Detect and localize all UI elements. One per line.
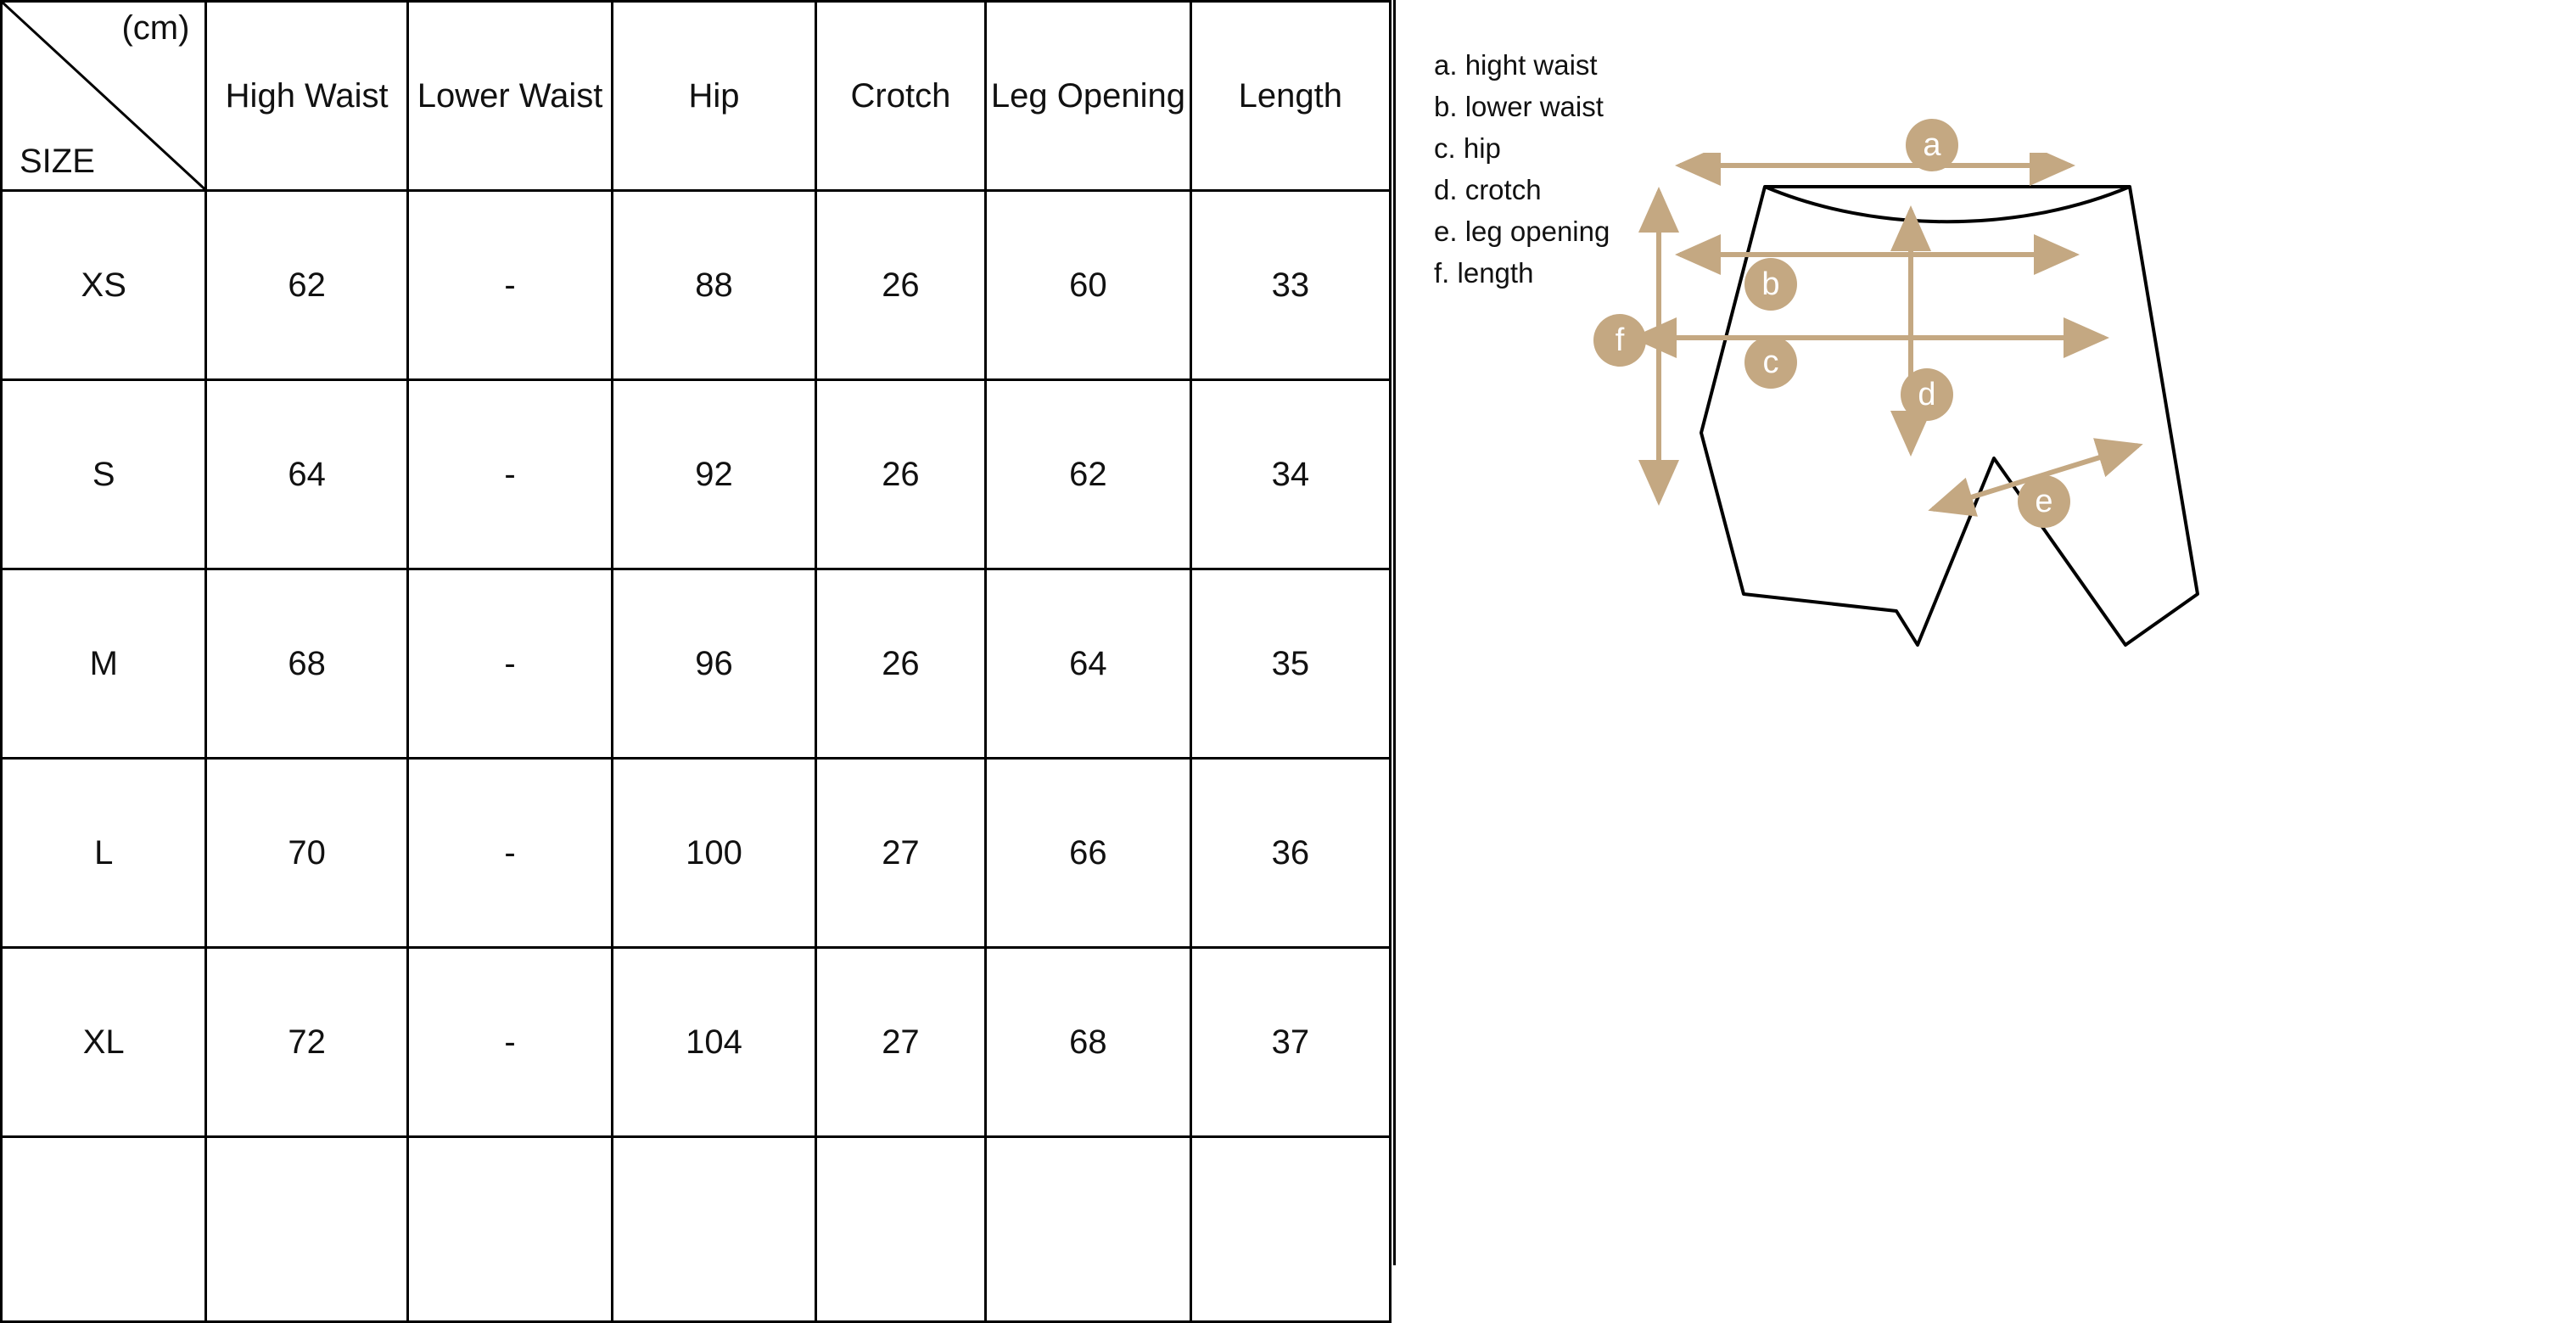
badge-c: c <box>1744 336 1797 389</box>
badge-e: e <box>2018 475 2070 528</box>
cell-lower-waist: - <box>407 948 612 1137</box>
badge-b: b <box>1744 258 1797 311</box>
cell-crotch: 26 <box>815 191 986 380</box>
cell-size: XL <box>2 948 206 1137</box>
cell-crotch: 27 <box>815 759 986 948</box>
column-header-leg-opening: Leg Opening <box>986 2 1190 191</box>
unit-label: (cm) <box>121 9 190 47</box>
cell-hip: 100 <box>613 759 815 948</box>
column-header-length: Length <box>1190 2 1390 191</box>
legend-item-a: a. hight waist <box>1434 49 1598 81</box>
cell-leg-opening: 62 <box>986 380 1190 569</box>
cell-size: L <box>2 759 206 948</box>
table-row <box>2 759 1391 948</box>
table-row <box>2 191 1391 380</box>
table-corner-cell <box>2 2 206 191</box>
cell-high-waist: 62 <box>206 191 407 380</box>
cell-lower-waist: - <box>407 569 612 759</box>
cell-crotch: 26 <box>815 569 986 759</box>
cell-size <box>2 1137 206 1322</box>
legend-item-b: b. lower waist <box>1434 91 1604 122</box>
cell-leg-opening: 66 <box>986 759 1190 948</box>
cell-lower-waist: - <box>407 380 612 569</box>
cell-hip: 92 <box>613 380 815 569</box>
cell-leg-opening <box>986 1137 1190 1322</box>
column-header-crotch: Crotch <box>815 2 986 191</box>
size-label: SIZE <box>20 143 95 180</box>
cell-leg-opening: 60 <box>986 191 1190 380</box>
legend-item-c: c. hip <box>1434 132 1501 164</box>
cell-hip: 96 <box>613 569 815 759</box>
shorts-technical-drawing <box>1400 153 2571 1086</box>
table-header-row <box>2 2 1391 191</box>
cell-hip <box>613 1137 815 1322</box>
badge-a: a <box>1906 119 1958 171</box>
cell-crotch: 27 <box>815 948 986 1137</box>
legend-item-e: e. leg opening <box>1434 216 1610 247</box>
cell-length: 33 <box>1190 191 1390 380</box>
cell-lower-waist: - <box>407 759 612 948</box>
cell-high-waist <box>206 1137 407 1322</box>
cell-length: 37 <box>1190 948 1390 1137</box>
table-row <box>2 380 1391 569</box>
legend-item-d: d. crotch <box>1434 174 1542 205</box>
badge-d: d <box>1901 368 1953 421</box>
column-header-lower-waist: Lower Waist <box>407 2 612 191</box>
cell-hip: 104 <box>613 948 815 1137</box>
table-row <box>2 948 1391 1137</box>
cell-lower-waist <box>407 1137 612 1322</box>
cell-size: XS <box>2 191 206 380</box>
panel-divider <box>1393 0 1396 1265</box>
column-header-high-waist: High Waist <box>206 2 407 191</box>
cell-length: 35 <box>1190 569 1390 759</box>
cell-size: M <box>2 569 206 759</box>
cell-leg-opening: 64 <box>986 569 1190 759</box>
column-header-hip: Hip <box>613 2 815 191</box>
cell-hip: 88 <box>613 191 815 380</box>
cell-high-waist: 72 <box>206 948 407 1137</box>
legend-item-f: f. length <box>1434 257 1534 289</box>
cell-length: 34 <box>1190 380 1390 569</box>
cell-size: S <box>2 380 206 569</box>
cell-crotch: 26 <box>815 380 986 569</box>
cell-crotch <box>815 1137 986 1322</box>
badge-f: f <box>1593 314 1646 367</box>
cell-length: 36 <box>1190 759 1390 948</box>
cell-leg-opening: 68 <box>986 948 1190 1137</box>
cell-high-waist: 64 <box>206 380 407 569</box>
cell-length <box>1190 1137 1390 1322</box>
cell-high-waist: 68 <box>206 569 407 759</box>
table-row <box>2 1137 1391 1322</box>
cell-high-waist: 70 <box>206 759 407 948</box>
cell-lower-waist: - <box>407 191 612 380</box>
table-row <box>2 569 1391 759</box>
